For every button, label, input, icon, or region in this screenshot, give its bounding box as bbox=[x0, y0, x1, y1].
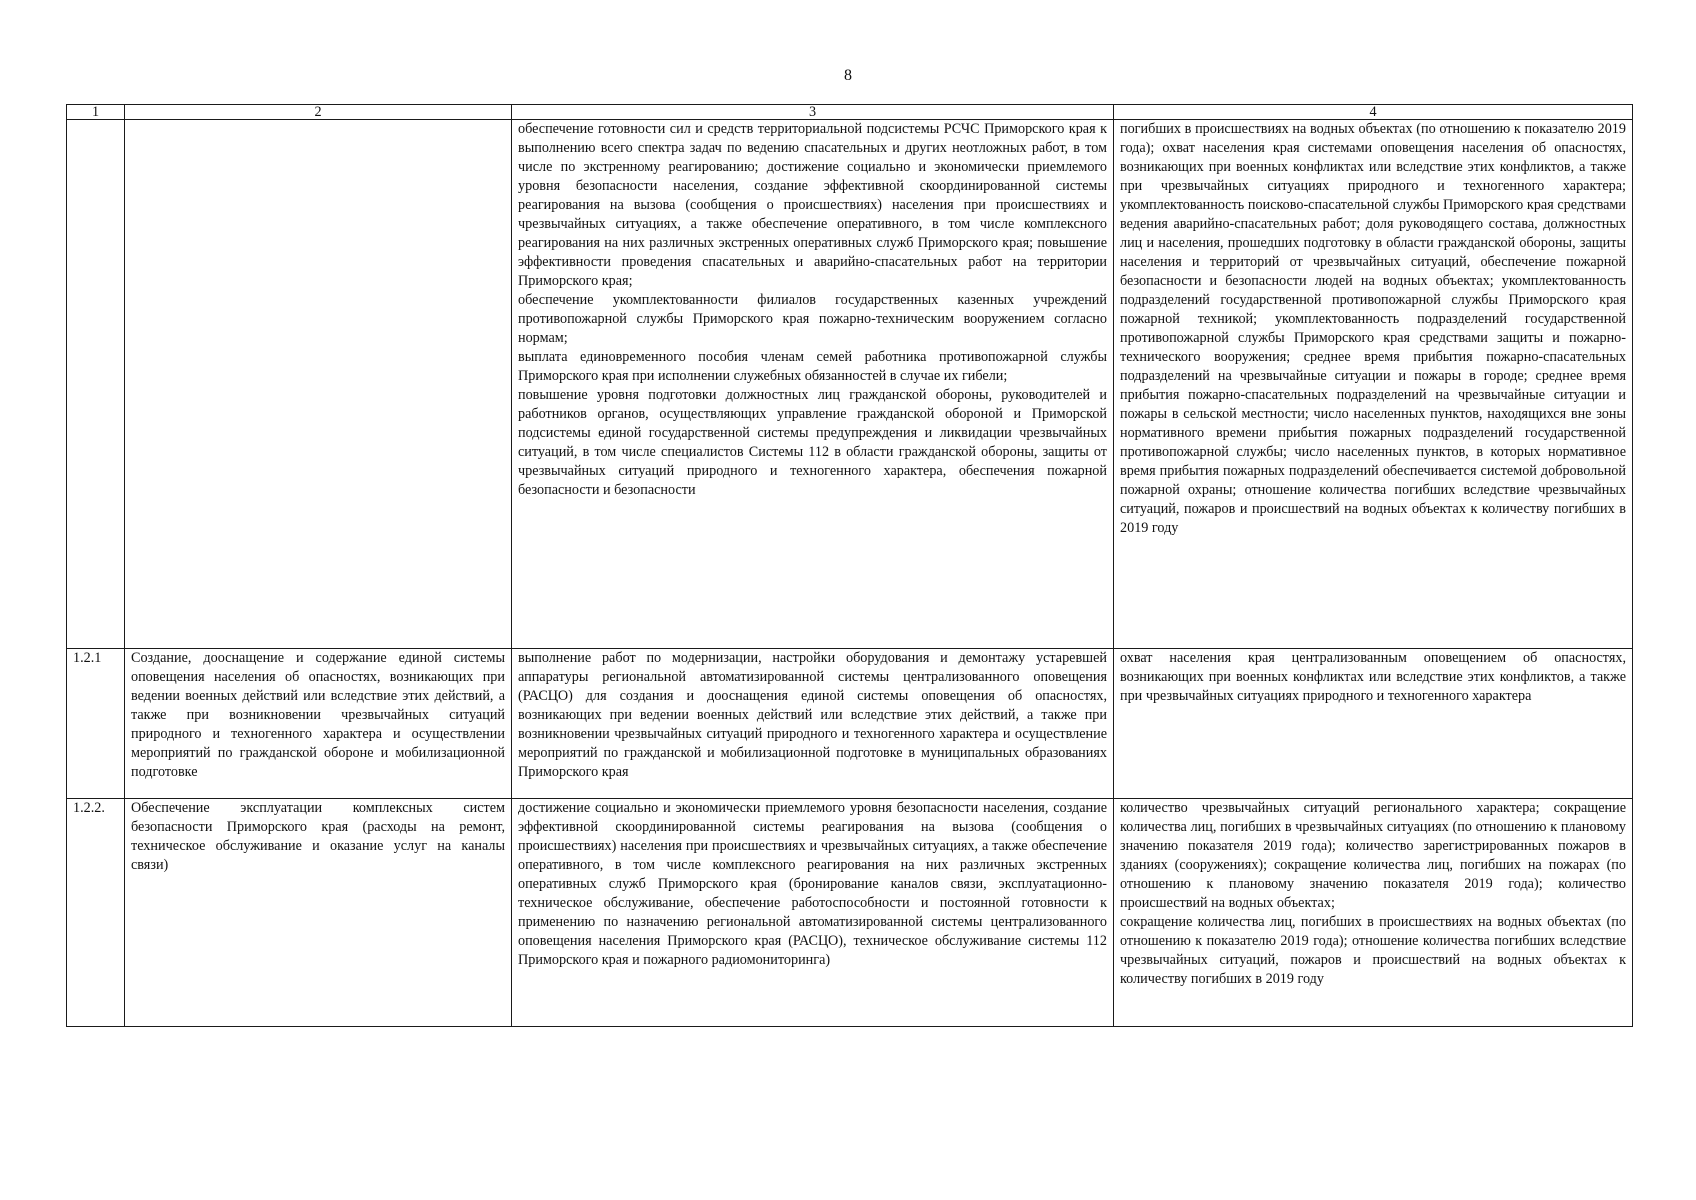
measure-indicators bbox=[1114, 799, 1633, 1027]
table-row bbox=[67, 649, 1633, 799]
measure-tasks bbox=[512, 649, 1114, 799]
row-number: 1.2.1 bbox=[67, 649, 125, 799]
header-col-1: 1 bbox=[67, 105, 125, 120]
measure-name-text: Обеспечение эксплуатации комплексных систем безопасности Приморского края (расходы на ремонт, техническое обслуживание и оказание услуг на каналы связи) bbox=[131, 800, 505, 873]
measure-indicators bbox=[1114, 120, 1633, 649]
measure-name-text: Создание, дооснащение и содержание единой системы оповещения населения об опасностях, возникающих при ведении военных действий или вследствие этих действий, а также при возникновении чрезвычайных ситуаций природного и техногенного характера и осуществлении мероприятий по гражданской обороне и мобилизационной подготовке bbox=[131, 650, 505, 780]
measure-tasks-text: выполнение работ по модернизации, настройки оборудования и демонтажу устаревшей аппаратуры региональной автоматизированной системы централизованного оповещения (РАСЦО) для создания и дооснащения единой системы оповещения об опасностях, возникающих при ведении военных действий или вследствие этих действий, а также при возникновении чрезвычайных ситуаций природного и техногенного характера и осуществление мероприятий по гражданской и мобилизационной подготовке в муниципальных образованиях Приморского края bbox=[518, 650, 1107, 780]
table-row bbox=[67, 120, 1633, 649]
measure-indicators bbox=[1114, 649, 1633, 799]
measure-indicators-text: погибших в происшествиях на водных объектах (по отношению к показателю 2019 года); охват населения края системами оповещения населения об опасностях, возникающих при военных конфликтах или вследствие этих конфликтов, а также при чрезвычайных ситуациях природного и техногенного характера; укомплектованность поисково-спасательной службы Приморского края средствами ведения аварийно-спасательных работ; доля руководящего состава, должностных лиц и населения, прошедших подготовку в области гражданской обороны, защиты населения и территорий от чрезвычайных ситуаций, обеспечение пожарной безопасности и безопасности людей на водных объектах; укомплектованность подразделений государственной противопожарной службы Приморского края пожарной техникой; укомплектованность подразделений государственной противопожарной службы Приморского края средствами защиты и пожарно-технического вооружения; среднее время прибытия пожарно-спасательных подразделений на чрезвычайные ситуации и пожары в городе; среднее время прибытия пожарно-спасательных подразделений на чрезвычайные ситуации и пожары в сельской местности; число населенных пунктов, находящихся вне зоны нормативного времени прибытия пожарных подразделений государственной противопожарной службы; число населенных пунктов, в которых нормативное время прибытия пожарных подразделений обеспечивается системой добровольной пожарной охраны; отношение количества погибших вследствие чрезвычайных ситуаций, пожаров и происшествий на водных объектах к количеству погибших в 2019 году bbox=[1120, 121, 1626, 536]
program-measures-table bbox=[66, 104, 1633, 1027]
table-header-row bbox=[67, 105, 1633, 120]
measure-name bbox=[125, 799, 512, 1027]
measure-tasks-text: обеспечение готовности сил и средств территориальной подсистемы РСЧС Приморского края к выполнению всего спектра задач по ведению спасательных и других неотложных работ, в том числе по экстренному реагированию; достижение социально и экономически приемлемого уровня безопасности населения, создание эффективной скоординированной системы реагирования на вызова (сообщения о происшествиях) населения при происшествиях и чрезвычайных ситуациях, а также обеспечение оперативного, в том числе комплексного реагирования на них различных экстренных оперативных служб Приморского края; повышение эффективности проведения спасательных и аварийно-спасательных работ на территории Приморского края; обеспечение укомплектованности филиалов государственных казенных учреждений противопожарной службы Приморского края пожарно-техническим вооружением согласно нормам; выплата единовременного пособия членам семей работника противопожарной службы Приморского края при исполнении служебных обязанностей в случае их гибели; повышение уровня подготовки должностных лиц гражданской обороны, руководителей и работников органов, осуществляющих управление гражданской обороной и Приморской подсистемы единой государственной системы предупреждения и ликвидации чрезвычайных ситуаций, в том числе специалистов Системы 112 в области гражданской обороны, защиты от чрезвычайных ситуаций природного и техногенного характера, обеспечения пожарной безопасности и безопасности bbox=[518, 121, 1107, 498]
header-col-4: 4 bbox=[1114, 105, 1633, 120]
row-number bbox=[67, 120, 125, 649]
measure-name bbox=[125, 649, 512, 799]
measure-tasks bbox=[512, 799, 1114, 1027]
measure-indicators-text: охват населения края централизованным оповещением об опасностях, возникающих при военных конфликтах или вследствие этих конфликтов, а также при чрезвычайных ситуациях природного и техногенного характера bbox=[1120, 650, 1626, 704]
measure-tasks-text: достижение социально и экономически приемлемого уровня безопасности населения, создание эффективной скоординированной системы реагирования на вызова (сообщения о происшествиях) населения при происшествиях и чрезвычайных ситуациях, а также обеспечение оперативного, в том числе комплексного реагирования на них различных экстренных оперативных служб Приморского края (бронирование каналов связи, эксплуатационно-техническое обслуживание, обеспечение работоспособности и постоянной готовности к применению по назначению региональной автоматизированной системы централизованного оповещения населения Приморского края (РАСЦО), техническое обслуживание системы 112 Приморского края и пожарного радиомониторинга) bbox=[518, 800, 1107, 968]
measure-name bbox=[125, 120, 512, 649]
row-number: 1.2.2. bbox=[67, 799, 125, 1027]
header-col-2: 2 bbox=[125, 105, 512, 120]
measure-indicators-text: количество чрезвычайных ситуаций регионального характера; сокращение количества лиц, погибших в чрезвычайных ситуациях (по отношению к плановому значению показателя 2019 года); количество зарегистрированных пожаров в зданиях (сооружениях); сокращение количества лиц, погибших на пожарах (по отношению к плановому значению показателя 2019 года); количество происшествий на водных объектах; сокращение количества лиц, погибших в происшествиях на водных объектах (по отношению к показателю 2019 года); отношение количества погибших вследствие чрезвычайных ситуаций, пожаров и происшествий на водных объектах к количеству погибших в 2019 году bbox=[1120, 800, 1626, 987]
measure-tasks bbox=[512, 120, 1114, 649]
page-number: 8 bbox=[844, 67, 852, 84]
header-col-3: 3 bbox=[512, 105, 1114, 120]
table-row bbox=[67, 799, 1633, 1027]
